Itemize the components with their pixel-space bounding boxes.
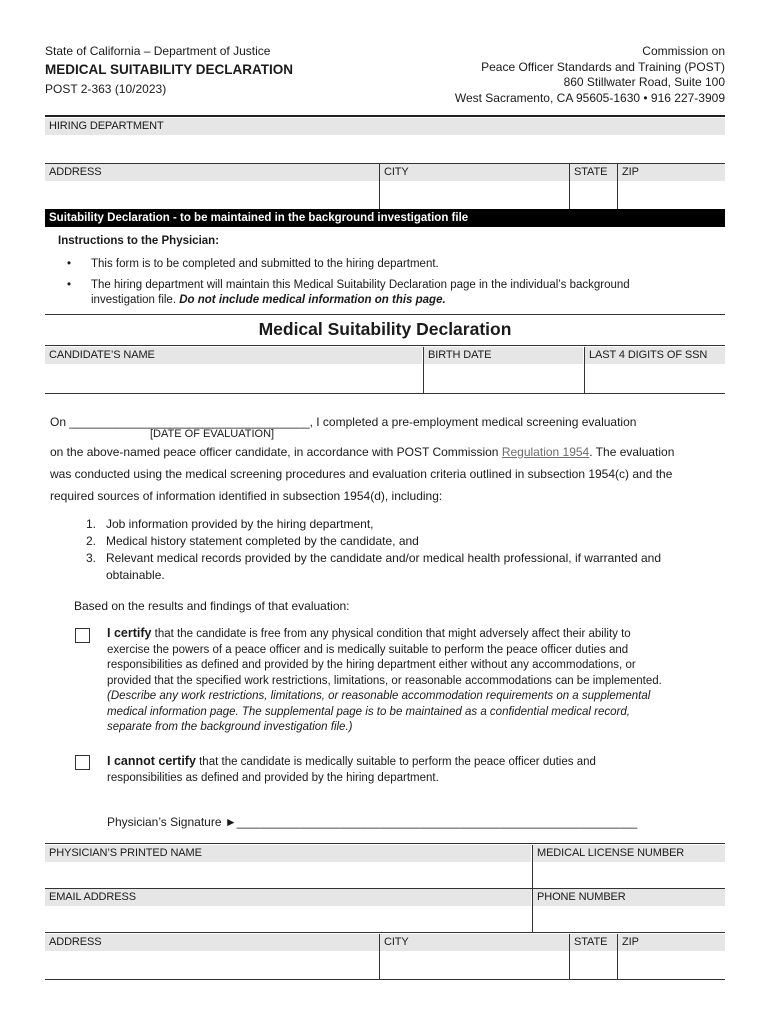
list-number: 2. <box>86 534 97 548</box>
divider <box>45 393 725 394</box>
date-caption: [DATE OF EVALUATION] <box>150 428 275 440</box>
hiring-city-label: CITY <box>380 164 569 181</box>
birth-date-label: BIRTH DATE <box>424 347 583 364</box>
hiring-address-label: ADDRESS <box>45 164 379 181</box>
statement-line1: On ____________________________________, I completed a pre-employment medical screening evaluation <box>50 415 637 429</box>
certify-checkbox[interactable] <box>75 628 90 643</box>
list-number: 3. <box>86 551 97 565</box>
declaration-title: Medical Suitability Declaration <box>258 319 512 339</box>
list-item <box>86 550 726 567</box>
ssn-field[interactable] <box>585 364 725 393</box>
list-item <box>86 567 726 584</box>
divider <box>45 843 725 844</box>
cannot-certify-bold: I cannot certify <box>107 754 196 768</box>
bullet-dot: • <box>67 279 72 291</box>
certify-italic3: separate from the background investigation file.) <box>107 721 353 733</box>
signature-field[interactable] <box>245 812 665 828</box>
list-number: 1. <box>86 517 97 531</box>
instruction-text-1: This form is to be completed and submitted to the hiring department. <box>91 258 439 270</box>
commission-line2: Peace Officer Standards and Training (POST) <box>481 59 725 74</box>
statement-line4: required sources of information identified in subsection 1954(d), including: <box>50 489 443 503</box>
certify-text: that the candidate is free from any physical condition that might adversely affect their ability to <box>151 628 631 640</box>
list-text-continued: obtainable. <box>106 568 165 582</box>
statement-line2-suffix: . The evaluation <box>589 445 675 459</box>
regulation-link[interactable]: Regulation 1954 <box>501 445 590 459</box>
list-item <box>86 516 726 533</box>
statement-line2 <box>50 445 674 459</box>
list-text: Medical history statement completed by the candidate, and <box>106 534 419 548</box>
certify-line3: responsibilities as defined and provided by the hiring department either without any accommodations, or <box>107 659 636 671</box>
hiring-zip-field[interactable] <box>618 181 725 208</box>
candidate-name-label: CANDIDATE’S NAME <box>45 347 422 364</box>
physician-zip-label: ZIP <box>618 934 725 951</box>
statement-line3: was conducted using the medical screening procedures and evaluation criteria outlined in subsection 1954(c) and the <box>50 467 673 481</box>
printed-name-label: PHYSICIAN’S PRINTED NAME <box>45 845 531 862</box>
certify-italic1: (Describe any work restrictions, limitations, or reasonable accommodation requirements on a supplemental <box>107 690 651 702</box>
certify-statement <box>107 626 727 736</box>
instruction-text-2 <box>91 278 630 308</box>
sources-list <box>86 516 726 584</box>
certify-line2: exercise the powers of a peace officer and is medically suitable to perform the peace officer duties and <box>107 643 629 656</box>
hiring-city-field[interactable] <box>380 181 569 208</box>
cannot-certify-statement <box>107 754 727 786</box>
hiring-address-field[interactable] <box>45 181 379 208</box>
hiring-department-label: HIRING DEPARTMENT <box>45 118 725 135</box>
physician-state-label: STATE <box>570 934 617 951</box>
form-header-left <box>45 44 293 96</box>
header-divider <box>45 115 725 117</box>
instructions-title: Instructions to the Physician: <box>58 235 220 247</box>
email-label: EMAIL ADDRESS <box>45 889 531 906</box>
instruction-text-2-line1: The hiring department will maintain this Medical Suitability Declaration page in the individual’s background <box>91 279 630 291</box>
physician-address-label: ADDRESS <box>45 934 379 951</box>
instruction-text-2-line2 <box>91 293 630 308</box>
bullet-dot: • <box>67 258 72 270</box>
physician-zip-field[interactable] <box>618 951 725 979</box>
physician-address-field[interactable] <box>45 951 379 979</box>
instruction-emphasis: Do not include medical information on this page. <box>179 294 446 306</box>
divider <box>45 345 725 346</box>
suitability-banner: Suitability Declaration - to be maintained in the background investigation file <box>45 209 725 227</box>
divider <box>423 347 424 393</box>
divider <box>617 934 618 980</box>
certify-italic2: medical information page. The supplemental page is to be maintained as a confidential medical record, <box>107 705 630 718</box>
list-text: Relevant medical records provided by the candidate and/or medical health professional, if warranted and <box>106 551 661 565</box>
phone-field[interactable] <box>533 906 725 932</box>
divider <box>45 979 725 980</box>
divider <box>45 932 725 933</box>
evaluation-date-field[interactable] <box>75 414 355 428</box>
printed-name-field[interactable] <box>45 862 531 888</box>
cannot-certify-line2: responsibilities as defined and provided by the hiring department. <box>107 771 439 784</box>
license-number-label: MEDICAL LICENSE NUMBER <box>533 845 725 862</box>
list-item <box>86 533 726 550</box>
physician-city-label: CITY <box>380 934 569 951</box>
form-title: MEDICAL SUITABILITY DECLARATION <box>45 62 293 77</box>
hiring-state-label: STATE <box>570 164 617 181</box>
hiring-department-field[interactable] <box>45 135 725 163</box>
candidate-name-field[interactable] <box>45 364 422 393</box>
commission-line1: Commission on <box>642 44 725 58</box>
physician-city-field[interactable] <box>380 951 569 979</box>
divider <box>569 164 570 209</box>
hiring-state-field[interactable] <box>570 181 617 208</box>
email-field[interactable] <box>45 906 531 932</box>
cannot-certify-line1 <box>107 754 727 771</box>
ssn-label: LAST 4 DIGITS OF SSN <box>585 347 725 364</box>
license-number-field[interactable] <box>533 862 725 888</box>
commission-address: 860 Stillwater Road, Suite 100 <box>563 75 725 89</box>
divider <box>379 164 380 209</box>
cannot-certify-text: that the candidate is medically suitable to perform the peace officer duties and <box>195 756 596 768</box>
birth-date-field[interactable] <box>424 364 583 393</box>
divider <box>45 314 725 315</box>
list-text: Job information provided by the hiring department, <box>106 517 374 531</box>
cannot-certify-checkbox[interactable] <box>75 755 90 770</box>
divider <box>379 934 380 980</box>
commission-info <box>455 44 725 106</box>
physician-state-field[interactable] <box>570 951 617 979</box>
certify-line1 <box>107 626 727 643</box>
phone-label: PHONE NUMBER <box>533 889 725 906</box>
divider <box>569 934 570 980</box>
signature-line: Physician’s Signature ►____________________________________________________________ <box>107 815 638 829</box>
divider <box>617 164 618 209</box>
agency-name: State of California – Department of Justice <box>45 44 271 58</box>
certify-line4: provided that the specified work restrictions, limitations, or reasonable accommodations can be implemented. <box>107 674 662 687</box>
form-number: POST 2-363 (10/2023) <box>45 82 167 96</box>
hiring-zip-label: ZIP <box>618 164 725 181</box>
statement-line2-text: on the above-named peace officer candidate, in accordance with POST Commission <box>50 445 499 459</box>
based-on-text: Based on the results and findings of that evaluation: <box>74 599 350 613</box>
instruction-text-2-plain: investigation file. <box>91 294 177 306</box>
commission-city: West Sacramento, CA 95605-1630 • 916 227-3909 <box>454 90 725 105</box>
divider <box>584 347 585 393</box>
certify-bold: I certify <box>107 626 152 640</box>
